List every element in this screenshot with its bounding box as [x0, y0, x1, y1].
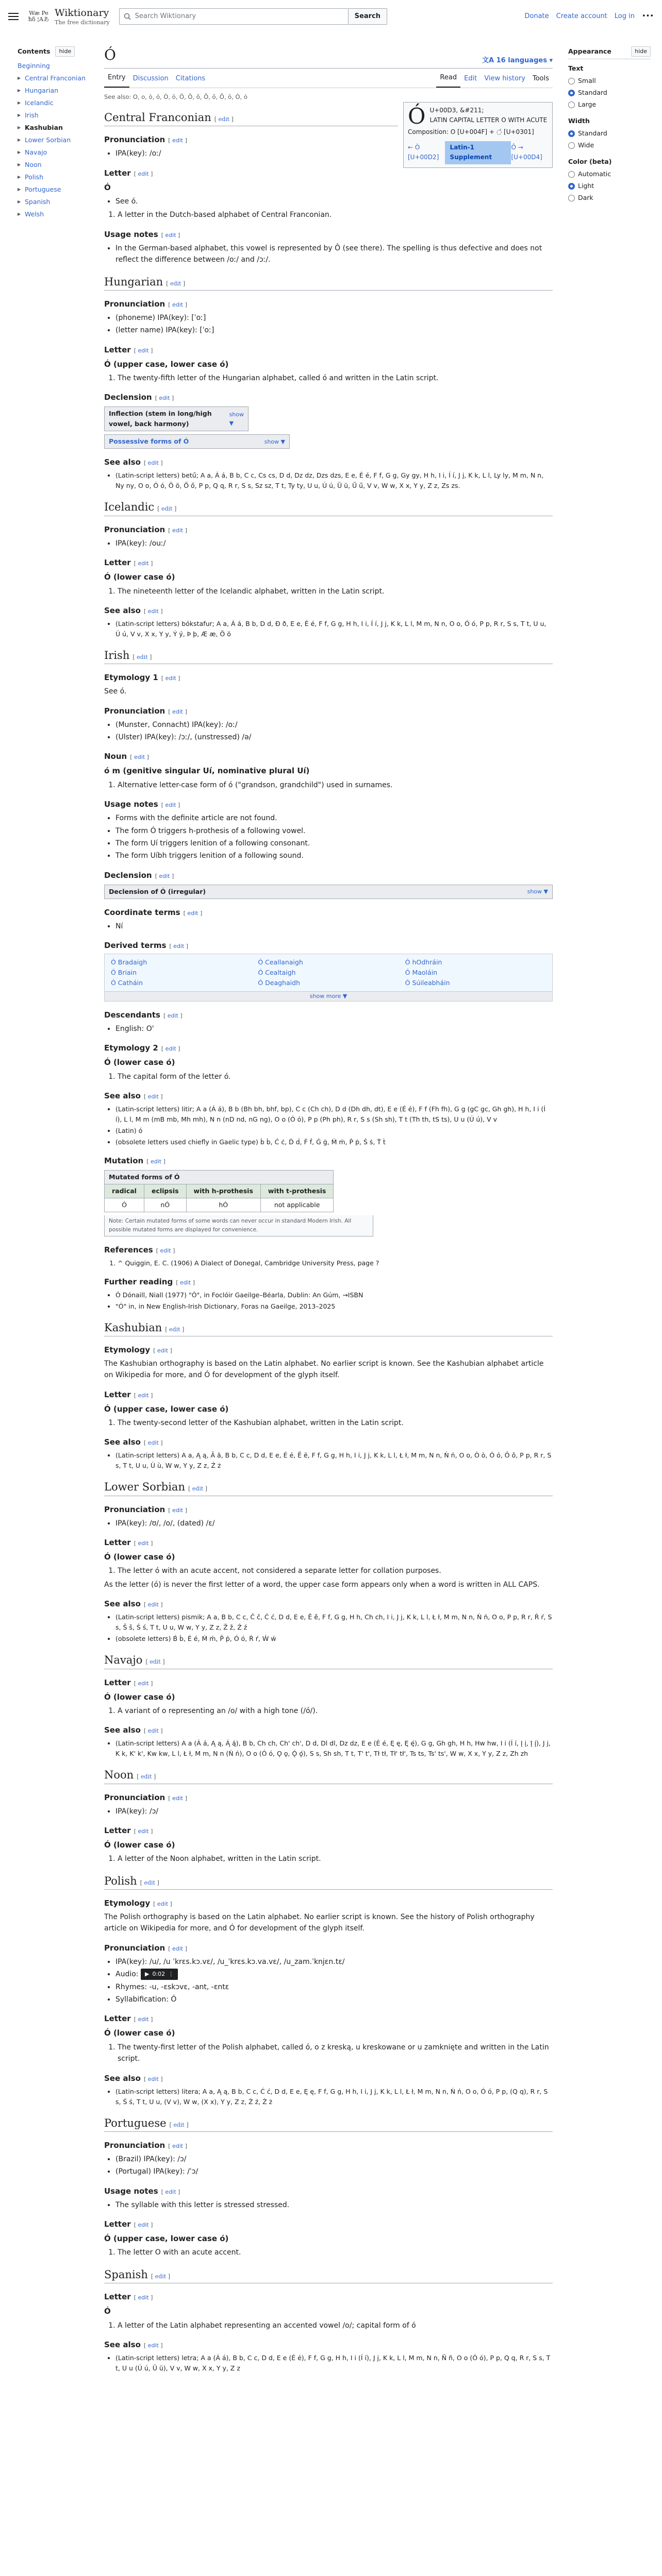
edit-link[interactable]: edit — [155, 2273, 167, 2280]
radio-label: Dark — [578, 194, 593, 201]
list-item: • (letter name) IPA(key): [ˈoː] — [115, 325, 553, 336]
color-light-radio[interactable] — [568, 181, 651, 191]
headword: Ó (upper case, lower case ó) — [104, 359, 229, 369]
edit-link[interactable]: edit — [138, 2294, 149, 2301]
language-heading: Noon — [104, 1769, 134, 1782]
section-heading: Etymology 1 — [104, 673, 158, 683]
list-item: • (obsolete letters used chiefly in Gaelic type) ḃ ḃ, Ċ ċ, Ḋ ḋ, Ḟ ḟ, Ġ ġ, Ṁ ṁ, Ṗ ṗ, Ṡ ṡ, Ṫ ṫ — [115, 1137, 553, 1147]
list-item: • English: O' — [115, 1023, 553, 1035]
definition: 1. The twenty-second letter of the Kashubian alphabet, written in the Latin script. — [118, 1417, 553, 1429]
search-button[interactable]: Search — [349, 8, 387, 25]
derived-term[interactable]: Ó Deaghaidh — [258, 979, 300, 987]
derived-terms-box — [104, 954, 553, 992]
section-heading: See also — [104, 457, 141, 467]
section-heading: Pronunciation — [104, 299, 166, 309]
section-heading: Etymology — [104, 1345, 151, 1354]
width-standard-radio[interactable] — [568, 128, 651, 139]
edit-link[interactable]: edit — [165, 802, 176, 809]
list-item: • (Portugal) IPA(key): /ˈɔ/ — [115, 2166, 553, 2177]
language-heading: Lower Sorbian — [104, 1481, 185, 1494]
audio-label: Audio: — [115, 1970, 139, 1979]
edit-link[interactable]: edit — [138, 347, 149, 354]
section-heading: Letter — [104, 2014, 131, 2024]
list-item: • (Ulster) IPA(key): /ɔː/, (unstressed) /ə/ — [115, 732, 553, 743]
chevron-right-icon[interactable]: ▶ — [18, 100, 21, 105]
table-title: Inflection (stem in long/high vowel, back harmony) — [109, 410, 212, 428]
section-heading: References — [104, 1245, 153, 1255]
toc-item[interactable]: Icelandic — [25, 99, 54, 107]
radio-label: Wide — [578, 141, 594, 149]
list-item: • Ní — [115, 921, 553, 932]
tab-citations[interactable]: Citations — [175, 74, 206, 82]
chevron-right-icon[interactable]: ▶ — [18, 211, 21, 216]
tab-discussion[interactable]: Discussion — [133, 74, 169, 82]
toc-item[interactable]: Lower Sorbian — [25, 136, 71, 144]
derived-term[interactable]: Ó Ceallanaigh — [258, 958, 303, 967]
definition: 1. The twenty-fifth letter of the Hungarian alphabet, called ó and written in the Latin script. — [118, 372, 553, 384]
paragraph: The Kashubian orthography is based on the Latin alphabet. No earlier script is known. See the Kashubian alphabet article on Wikipedia for more, and Ó for development of the glyph itself. — [104, 1359, 544, 1380]
section-heading: See also — [104, 1091, 141, 1100]
table-header: radical — [105, 1184, 144, 1198]
list-item: • The form Uí triggers lenition of a following consonant. — [115, 838, 553, 849]
character-code: U+00D3, &#211; — [429, 107, 484, 114]
definition: 1. The nineteenth letter of the Icelandic alphabet, written in the Latin script. — [118, 586, 553, 597]
section-heading: Usage notes — [104, 2186, 158, 2196]
edit-link[interactable]: edit — [138, 1828, 149, 1835]
audio-player[interactable] — [141, 1969, 178, 1980]
edit-link[interactable]: edit — [147, 2342, 159, 2349]
chevron-right-icon[interactable]: ▶ — [18, 187, 21, 192]
radio-label: Standard — [578, 89, 607, 96]
text-small-radio[interactable] — [568, 76, 651, 86]
toc-item[interactable]: Portuguese — [25, 185, 61, 193]
toc-item[interactable]: Welsh — [25, 210, 44, 218]
text-large-radio[interactable] — [568, 99, 651, 110]
mutation-table — [104, 1170, 334, 1212]
appearance-panel — [568, 46, 651, 209]
paragraph: As the letter (ó) is never the first letter of a word, the upper case form appears only when a word is written in ALL CAPS. — [104, 1580, 540, 1589]
search-icon — [124, 13, 131, 20]
edit-link[interactable]: edit — [147, 1601, 159, 1608]
list-item: • "Ó" in, in New English-Irish Dictionary, Foras na Gaeilge, 2013–2025 — [115, 1301, 553, 1312]
tab-edit[interactable]: Edit — [464, 74, 477, 82]
chevron-right-icon[interactable]: ▶ — [18, 75, 21, 80]
list-item: • (Latin-script letters) letra; A a (Á á), B b, C c, D d, E e (É é), F f, G g, H h, I i (Í í), J j, K k, L l, M m, N n, Ñ ñ, O o (Ó ó), P p, Q q, R r, S s, T t, U u (Ú ú, Ü ü), V v, W w, X x, Y y, Z z — [115, 2353, 553, 2374]
list-item: • The form Ó triggers h-prothesis of a following vowel. — [115, 825, 553, 837]
edit-link[interactable]: edit — [180, 1279, 191, 1286]
appearance-title: Appearance — [568, 47, 611, 55]
definition: 1. Alternative letter-case form of ó ("grandson, grandchild") used in surnames. — [118, 779, 553, 791]
donate-link[interactable]: Donate — [524, 12, 549, 20]
edit-link[interactable]: edit — [151, 1158, 162, 1165]
section-heading: See also — [104, 1725, 141, 1735]
edit-link[interactable]: edit — [137, 653, 148, 660]
list-item: • (Latin-script letters) pismik; A a, B b, C c, Č č, Ć ć, D d, E e, Ě ě, F f, G g, H h, Ch ch, I i, J j, K k, L l, Ł ł, M m, N n, Ń ń, O o, P p, R r, Ŕ ŕ, S s, Š š, Ś ś, T t, U u, W w, Y y, Z z, Ž ž, Ź ź — [115, 1612, 553, 1633]
toc-item[interactable]: Polish — [25, 173, 44, 181]
headword: Ó (upper case, lower case ó) — [104, 2234, 229, 2244]
list-item: • IPA(key): /oː/ — [115, 148, 398, 159]
edit-link[interactable]: edit — [173, 943, 185, 950]
declension-table — [104, 885, 553, 899]
table-cell: not applicable — [260, 1198, 333, 1212]
edit-link[interactable]: edit — [157, 1347, 169, 1354]
site-brand[interactable] — [55, 7, 110, 26]
section-heading: Pronunciation — [104, 706, 166, 716]
inflection-table — [104, 406, 249, 431]
derived-term[interactable]: Ó Cealtaigh — [258, 969, 296, 977]
list-item: • Forms with the definite article are not found. — [115, 812, 553, 824]
edit-link[interactable]: edit — [147, 2075, 159, 2082]
headword: Ó — [104, 2307, 111, 2316]
search-input[interactable] — [119, 8, 349, 25]
section-heading: Letter — [104, 2219, 131, 2229]
headword: Ó (lower case ó) — [104, 1840, 175, 1850]
next-character-link[interactable]: Ô → [U+00D4] — [511, 144, 542, 161]
chevron-right-icon[interactable]: ▶ — [18, 199, 21, 204]
list-item: • (Latin) ó — [115, 1126, 553, 1136]
headword: ó m (genitive singular Uí, nominative plural Uí) — [104, 766, 310, 776]
headword: Ó (upper case, lower case ó) — [104, 1404, 229, 1414]
edit-link[interactable]: edit — [138, 1540, 149, 1547]
list-item: • The syllable with this letter is stressed stressed. — [115, 2199, 553, 2211]
edit-link[interactable]: edit — [138, 1680, 149, 1687]
edit-link[interactable]: edit — [172, 1506, 184, 1514]
language-heading: Irish — [104, 649, 130, 662]
edit-link[interactable]: edit — [169, 1326, 180, 1333]
headword: Ó (lower case ó) — [104, 1058, 175, 1067]
section-heading: Letter — [104, 1538, 131, 1548]
radio-label: Large — [578, 100, 597, 108]
derived-term[interactable]: Ó Súileabháin — [405, 979, 450, 987]
edit-link[interactable]: edit — [172, 708, 184, 715]
radio-label: Small — [578, 77, 596, 84]
edit-link[interactable]: edit — [138, 560, 149, 567]
edit-link[interactable]: edit — [138, 170, 149, 177]
headword: Ó (lower case ó) — [104, 1552, 175, 1562]
language-heading: Portuguese — [104, 2116, 167, 2129]
definition: 1. The letter ó with an acute accent, not considered a separate letter for collation purposes. — [118, 1565, 553, 1577]
list-item: • IPA(key): /u/, /u ˈkrɛs.kɔ.vɛ/, /u_ˈkrɛs.kɔ.va.vɛ/, /u_zam.ˈknjɛn.tɛ/ — [115, 1956, 553, 1968]
edit-link[interactable]: edit — [172, 1945, 184, 1952]
edit-link[interactable]: edit — [140, 1773, 152, 1781]
show-toggle[interactable]: show ▼ — [264, 438, 285, 445]
toc-item[interactable]: Hungarian — [25, 87, 59, 94]
list-item — [115, 1969, 553, 1980]
section-heading: Noun — [104, 752, 127, 761]
list-item: • IPA(key): /ʊ/, /o/, (dated) /ɛ/ — [115, 1518, 553, 1529]
derived-term[interactable]: Ó Bradaigh — [111, 958, 147, 967]
color-automatic-radio[interactable] — [568, 169, 651, 179]
search-placeholder: Search Wiktionary — [135, 12, 196, 20]
list-item: • (phoneme) IPA(key): [ˈoː] — [115, 312, 553, 324]
edit-link[interactable]: edit — [160, 1247, 171, 1254]
section-heading: Coordinate terms — [104, 907, 180, 917]
edit-link[interactable]: edit — [138, 1392, 149, 1399]
edit-link[interactable]: edit — [138, 2016, 149, 2023]
section-heading: Letter — [104, 1389, 131, 1399]
language-heading: Central Franconian [ edit ] — [104, 111, 398, 126]
edit-link[interactable]: edit — [147, 460, 159, 467]
see-also-hatnote: See also: O, o, ò, ó, Ò, ö, Ö, Ǒ, ǒ, Ō, ō, Ŏ, ŏ, Ȯ, ȯ — [104, 93, 247, 100]
language-heading: Kashubian — [104, 1321, 162, 1334]
text-size-label: Text — [568, 64, 584, 72]
edit-link[interactable]: edit — [172, 137, 184, 144]
list-item: • IPA(key): /ɔ/ — [115, 1806, 553, 1817]
more-options-icon[interactable]: ⋮ — [168, 1971, 174, 1978]
audio-duration: 0:02 — [152, 1971, 166, 1978]
section-heading: Letter — [104, 2292, 131, 2302]
chevron-right-icon[interactable]: ▶ — [18, 88, 21, 93]
table-title: Mutated forms of Ó — [104, 1170, 334, 1184]
tab-tools[interactable]: Tools — [532, 74, 549, 82]
section-heading: Descendants — [104, 1010, 160, 1020]
edit-link[interactable]: edit — [218, 115, 230, 123]
heading-text: Central Franconian — [104, 111, 211, 124]
edit-link[interactable]: edit — [165, 2188, 176, 2195]
edit-link[interactable]: edit — [165, 1045, 176, 1053]
toc-item[interactable]: Irish — [25, 111, 39, 119]
mutation-note: Note: Certain mutated forms of some words can never occur in standard Modern Irish. All possible mutated forms are displayed for convenience. — [104, 1215, 373, 1236]
toc-item-active[interactable]: Kashubian — [25, 124, 63, 131]
site-tagline: The free dictionary — [55, 19, 110, 26]
list-item: • Syllabification: Ó — [115, 1994, 553, 2005]
table-cell: Ó — [105, 1198, 144, 1212]
text-standard-radio[interactable] — [568, 88, 651, 98]
edit-link[interactable]: edit — [147, 1727, 159, 1735]
list-item: • (Latin-script letters) litir; A a (Á á), B b (Bh bh, bhf, bp), C c (Ch ch), D d (Dh dh, dt), E e (É é), F f (Fh fh), G g (gC gc, Gh gh), H h, I i (Í í), L l, M m (mB mb, Mh mh), N n (nD nd, nG ng), O o (Ó ó), P p (Ph ph), R r, S s (Sh sh), T t (Th th, tS ts), U u (Ú ú), V v — [115, 1104, 553, 1125]
section-heading: Pronunciation — [104, 1792, 166, 1802]
list-item: • Ó Dónaill, Niall (1977) "Ó", in Foclóir Gaeilge–Béarla, Dublin: An Gúm, →ISBN — [115, 1290, 553, 1300]
unicode-block-link[interactable]: Latin-1 Supplement — [445, 141, 511, 164]
section-heading: Pronunciation — [104, 524, 166, 534]
edit-link[interactable]: edit — [144, 1879, 155, 1886]
language-heading: Hungarian — [104, 275, 163, 288]
table-header: with h-prothesis — [186, 1184, 260, 1198]
show-toggle[interactable]: show ▼ — [527, 888, 548, 895]
chevron-right-icon[interactable]: ▶ — [18, 112, 21, 117]
wiktionary-logo[interactable]: Wæ Pe ħδ ¦Аあ — [28, 9, 49, 23]
more-options-icon[interactable]: ••• — [641, 12, 654, 20]
page-title: Ó — [104, 46, 553, 69]
edit-link[interactable]: edit — [147, 1439, 159, 1447]
chevron-right-icon[interactable]: ▶ — [18, 137, 21, 142]
edit-link[interactable]: edit — [172, 301, 184, 308]
derived-term[interactable]: Ó Maoláin — [405, 969, 438, 977]
radio-label: Light — [578, 182, 594, 190]
list-item: • (Latin-script letters) A a (Á á, Ą ą, Ą́ ą́), B b, Ch ch, Ch' ch', D d, Dl dl, Dz dz, E e (É é, Ę ę, Ę́ ę́), G g, Gh gh, H h, Hw hw, I i (Í í, Į į, Į́ į́), J j, K k, K' k', Kw kw, L l, Ł ł, M m, N n (Ń ń), O o (Ó ó, Ǫ ǫ, Ǫ́ ǫ́), S s, Sh sh, T t, T' t', Tł tł, Tł' tł', Ts ts, Ts' ts', W w, X x, Y y, Z z, Zh zh — [115, 1738, 553, 1759]
section-heading: Etymology — [104, 1899, 151, 1908]
language-heading: Navajo — [104, 1654, 143, 1667]
width-label: Width — [568, 117, 590, 125]
edit-link[interactable]: edit — [187, 909, 198, 917]
list-item: • (Latin-script letters) A a, Ą ą, Ã ã, B b, C c, D d, E e, É é, Ë ë, F f, G g, H h, I i, J j, K k, L l, Ł ł, M m, N n, Ń ń, O o, Ò ò, Ó ó, Ô ô, P p, R r, S s, T t, U u, Ù ù, W w, Y y, Z z, Ż ż — [115, 1450, 553, 1471]
language-heading: Icelandic — [104, 501, 155, 514]
list-item: • (Latin-script letters) betű; A a, Á á, B b, C c, Cs cs, D d, Dz dz, Dzs dzs, E e, É é, F f, G g, Gy gy, H h, I i, Í í, J j, K k, L l, Ly ly, M m, N n, Ny ny, O o, Ó ó, Ö ö, Ő ő, P p, Q q, R r, S s, Sz sz, T t, Ty ty, U u, Ú ú, Ü ü, Ű ű, V v, W w, X x, Y y, Z z, Zs zs. — [115, 470, 553, 491]
section-heading: Declension — [104, 870, 152, 880]
edit-link[interactable]: edit — [147, 607, 159, 615]
section-heading: See also — [104, 1437, 141, 1447]
chevron-right-icon[interactable]: ▶ — [18, 125, 21, 130]
definition: 1. The letter O with an acute accent. — [118, 2247, 553, 2258]
list-item: • (Latin-script letters) bókstafur; A a, Á á, B b, D d, Ð ð, E e, É é, F f, G g, H h, I i, Í í, J j, K k, L l, M m, N n, O o, Ó ó, P p, R r, S s, T t, U u, Ú ú, V v, X x, Y y, Ý ý, Þ þ, Æ æ, Ö ö — [115, 619, 553, 639]
edit-link[interactable]: edit — [150, 1658, 161, 1666]
character-composition: Composition: O [U+004F] + ◌́ [U+0301] — [408, 128, 534, 135]
headword: Ó (lower case ó) — [104, 2028, 175, 2038]
edit-link[interactable]: edit — [192, 1485, 204, 1493]
section-heading: Further reading — [104, 1277, 173, 1286]
section-heading: Usage notes — [104, 229, 158, 239]
table-title: Possessive forms of Ó — [109, 437, 189, 446]
tab-view-history[interactable]: View history — [484, 74, 525, 82]
list-item: • In the German-based alphabet, this vowel is represented by Ô (see there). The spelling is thus defective and does not reflect the difference between /oː/ and /ɔː/. — [115, 243, 553, 266]
radio-label: Standard — [578, 129, 607, 137]
language-heading: Spanish — [104, 2268, 148, 2281]
definition: 1. A letter in the Dutch-based alphabet of Central Franconian. — [118, 209, 398, 221]
show-more-button[interactable]: show more ▼ — [104, 992, 553, 1002]
toc-item[interactable]: Noon — [25, 161, 42, 168]
definition: 1. A letter of the Noon alphabet, written in the Latin script. — [118, 1853, 553, 1865]
edit-link[interactable]: edit — [159, 872, 170, 879]
toc-item[interactable]: Central Franconian — [25, 74, 86, 82]
headword: Ó — [104, 182, 111, 192]
language-heading: Polish — [104, 1874, 137, 1887]
list-item: • (Latin-script letters) litera; A a, Ą ą, B b, C c, Ć ć, D d, E e, Ę ę, F f, G g, H h, I i, J j, K k, L l, Ł ł, M m, N n, Ń ń, O o, Ó ó, P p, (Q q), R r, S s, Ś ś, T t, U u, (V v), W w, (X x), Y y, Z z, Ź ź, Ż ż — [115, 2087, 553, 2107]
page-tabs — [104, 72, 553, 88]
radio-label: Automatic — [578, 170, 611, 178]
headword: Ó (lower case ó) — [104, 1692, 175, 1702]
table-cell: hÓ — [186, 1198, 260, 1212]
edit-link[interactable]: edit — [165, 231, 176, 239]
list-item: • (obsolete letters) B́ b́, É é, Ḿ ḿ, P̌ ṕ, Ó ó, Ŕ ŕ, Ẃ ẃ — [115, 1634, 553, 1644]
section-heading: Letter — [104, 168, 131, 178]
section-heading: See also — [104, 1599, 141, 1609]
table-header: eclipsis — [144, 1184, 186, 1198]
edit-link[interactable]: edit — [173, 2121, 185, 2128]
character-glyph: Ó — [408, 104, 426, 129]
character-name: LATIN CAPITAL LETTER O WITH ACUTE — [429, 116, 548, 124]
reference: 1. ^ Quiggin, E. C. (1906) A Dialect of Donegal, Cambridge University Press, page ? — [118, 1258, 553, 1268]
derived-term[interactable]: Ó Briain — [111, 969, 137, 977]
main-content: Ó 文A 16 languages ▾ Entry Discussion Citations Read Edit View history Tools See also: O, o, ò, ó, Ò, ö, Ö, Ǒ, ǒ, Ō, ō, Ŏ, ŏ, Ȯ, ȯ Ó U+00D3, &#211; LATIN CAPITAL LETTER O WITH ACUTE Composition: O [U+004F] + ◌́ [U+0301] ← Ò [U+00D2] Latin-1 Supplement Ô → [U+00D4] Central Franconian [ edit ] Pronunciation [ edit ] • IPA(key): /oː/ Letter [ edit ] Ó • See ó. 1. A letter in the Dutch-based alphabet of Central Franconian. Usage notes [ edit ] • In the German-based alphabet, this vowel is represented by Ô (see there). The spelling is thus defective and does not reflect the difference between /oː/ and /ɔː/. Hungarian [ edit ] Pronunciation [ edit ] • (phoneme) IPA(key): [ˈoː] • (letter name) IPA(key): [ˈoː] Letter [ edit ] Ó (upper case, lower case ó) 1. The twenty-fifth letter of the Hungarian alphabet, called ó and written in the Latin script. Declension [ edit ] Inflection (stem in long/high vowel, back harmony) show ▼ Possessive forms of Ó show ▼ See also [ edit ] • (Latin-script letters) betű; A a, Á á, B b, C c, Cs cs, D d, Dz dz, Dzs dzs, E e, É é, F f, G g, Gy gy, H h, I i, Í í, J j, K k, L l, Ly ly, M m, N n, Ny ny, O o, Ó ó, Ö ö, Ő ő, P p, Q q, R r, S s, Sz sz, T t, Ty ty, U u, Ú ú, Ü ü, Ű ű, V v, W w, X x, Y y, Z z, Zs zs. Icelandic [ edit ] Pronunciation [ edit ] • IPA(key): /ouː/ Letter [ edit ] Ó (lower case ó) 1. The nineteenth letter of the Icelandic alphabet, written in the Latin script. See also [ edit ] • (Latin-script letters) bókstafur; A a, Á á, B b, D d, Ð ð, E e, É é, F f, G g, H h, I i, Í í, J j, K k, L l, M m, N n, O o, Ó ó, P p, R r, S s, T t, U u, Ú ú, V v, X x, Y y, Ý ý, Þ þ, Æ æ, Ö ö Irish [ edit ] Etymology 1 [ edit ] See ó. Pronunciation [ edit ] • (Munster, Connacht) IPA(key): /oː/ • (Ulster) IPA(key): /ɔː/, (unstressed) /ə/ Noun [ edit ] ó m (genitive singular Uí, nominative plural Uí) 1. Alternative letter-case form of ó ("grandson, grandchild") used in surnames. Usage notes [ edit ] • Forms with the definite article are not found. • The form Ó triggers h-prothesis of a following vowel. • The form Uí triggers lenition of a following consonant. • The form Uíbh triggers lenition of a following sound. Declension [ edit ] Declension of Ó (irregular) show ▼ Coordinate terms [ edit ] • Ní Derived terms [ edit ] Ó Bradaigh Ó Briain Ó Catháin Ó Ceallanaigh Ó Cealtaigh Ó Deaghaidh Ó hOdhráin Ó Maoláin Ó Súileabháin show more ▼ Descendants [ edit ] • English: O' Etymology 2 [ edit ] Ó (lower case ó) 1. The capital form of the letter ó. See also [ edit ] • (Latin-script letters) litir; A a (Á á), B b (Bh bh, bhf, bp), C c (Ch ch), D d (Dh dh, dt), E e (É é), F f (Fh fh), G g (gC gc, Gh gh), H h, I i (Í í), L l, M m (mB mb, Mh mh), N n (nD nd, nG ng), O o (Ó ó), P p (Ph ph), R r, S s (Sh sh), T t (Th th, tS ts), U u (Ú ú), V v • (Latin) ó • (obsolete letters used chiefly in Gaelic type) ḃ ḃ, Ċ ċ, Ḋ ḋ, Ḟ ḟ, Ġ ġ, Ṁ ṁ, Ṗ ṗ, Ṡ ṡ, Ṫ ṫ Mutation [ edit ] Mutated forms of Ó radical eclipsis with h-prothesis with t-prothesis Ó nÓ hÓ not applicable Note: Certain mutated forms of some words can never occur in standard Modern Irish. All possible mutated forms are displayed for convenience. References [ edit ] 1. ^ Quiggin, E. C. (1906) A Dialect of Donegal, Cambridge University Press, page ? Further reading [ edit ] • Ó Dónaill, Niall (1977) "Ó", in Foclóir Gaeilge–Béarla, Dublin: An Gúm, →ISBN • "Ó" in, in New English-Irish Dictionary, Foras na Gaeilge, 2013–2025 Kashubian [ edit ] Etymology [ edit ] The Kashubian orthography is based on the Latin alphabet. No earlier script is known. See the Kashubian alphabet article on Wikipedia for more, and Ó for development of the glyph itself. Letter [ edit ] Ó (upper case, lower case ó) 1. The twenty-second letter of the Kashubian alphabet, written in the Latin script. See also [ edit ] • (Latin-script letters) A a, Ą ą, Ã ã, B b, C c, D d, E e, É é, Ë ë, F f, G g, H h, I i, J j, K k, L l, Ł ł, M m, N n, Ń ń, O o, Ò ò, Ó ó, Ô ô, P p, R r, S s, T t, U u, Ù ù, W w, Y y, Z z, Ż ż Lower Sorbian [ edit ] Pronunciation [ edit ] • IPA(key): /ʊ/, /o/, (dated) /ɛ/ Letter [ edit ] Ó (lower case ó) 1. The letter ó with an acute accent, not considered a separate letter for collation purposes. As the letter (ó) is never the first letter of a word, the upper case form appears only when a word is written in ALL CAPS. See also [ edit ] • (Latin-script letters) pismik; A a, B b, C c, Č č, Ć ć, D d, E e, Ě ě, F f, G g, H h, Ch ch, I i, J j, K k, L l, Ł ł, M m, N n, Ń ń, O o, P p, R r, Ŕ ŕ, S s, Š š, Ś ś, T t, U u, W w, Y y, Z z, Ž ž, Ź ź • (obsolete letters) B́ b́, É é, Ḿ ḿ, P̌ ṕ, Ó ó, Ŕ ŕ, Ẃ ẃ Navajo [ edit ] Letter [ edit ] Ó (lower case ó) 1. A variant of o representing an /o/ with a high tone (/ó/). See also [ edit ] • (Latin-script letters) A a (Á á, Ą ą, Ą́ ą́), B b, Ch ch, Ch' ch', D d, Dl dl, Dz dz, E e (É é, Ę ę, Ę́ ę́), G g, Gh gh, H h, Hw hw, I i (Í í, Į į, Į́ į́), J j, K k, K' k', Kw kw, L l, Ł ł, M m, N n (Ń ń), O o (Ó ó, Ǫ ǫ, Ǫ́ ǫ́), S s, Sh sh, T t, T' t', Tł tł, Tł' tł', Ts ts, Ts' ts', W w, X x, Y y, Z z, Zh zh Noon [ edit ] Pronunciation [ edit ] • IPA(key): /ɔ/ Letter [ edit ] Ó (lower case ó) 1. A letter of the Noon alphabet, written in the Latin script. Polish [ edit ] Etymology [ edit ] The Polish orthography is based on the Latin alphabet. No earlier script is known. See the history of Polish orthography article on Wikipedia for more, and Ó for development of the glyph itself. Pronunciation [ edit ] • IPA(key): /u/, /u ˈkrɛs.kɔ.vɛ/, /u_ˈkrɛs.kɔ.va.vɛ/, /u_zam.ˈknjɛn.tɛ/ • Audio: ▶ 0:02 ⋮ • Rhymes: -u, -ɛskɔvɛ, -ant, -ɛntɛ • Syllabification: Ó Letter [ edit ] Ó (lower case ó) 1. The twenty-first letter of the Polish alphabet, called ó, o z kreską, u kreskowane or u zamknięte and written in the Latin script. See also [ edit ] • (Latin-script letters) litera; A a, Ą ą, B b, C c, Ć ć, D d, E e, Ę ę, F f, G g, H h, I i, J j, K k, L l, Ł ł, M m, N n, Ń ń, O o, Ó ó, P p, (Q q), R r, S s, Ś ś, T t, U u, (V v), W w, (X x), Y y, Z z, Ź ź, Ż ż Portuguese [ edit ] Pronunciation [ edit ] • (Brazil) IPA(key): /ɔ/ • (Portugal) IPA(key): /ˈɔ/ Usage notes [ edit ] • The syllable with this letter is stressed stressed. Letter [ edit ] Ó (upper case, lower case ó) 1. The letter O with an acute accent. Spanish [ edit ] Letter [ edit ] Ó 1. A letter of the Latin alphabet representing an accented vowel /o/; capital form of ó See also [ edit ] • (Latin-script letters) letra; A a (Á á), B b, C c, D d, E e (É é), F f, G g, H h, I i (Í í), J j, K k, L l, M m, N n, Ñ ñ, O o (Ó ó), P p, Q q, R r, S s, T t, U u (Ú ú, Ü ü), V v, W w, X x, Y y, Z z — [104, 46, 553, 2376]
play-icon[interactable]: ▶ — [144, 1971, 150, 1978]
section-heading: See also — [104, 605, 141, 615]
toc-title: Contents — [18, 47, 51, 55]
edit-link[interactable]: edit — [157, 1901, 169, 1908]
color-label: Color (beta) — [568, 158, 612, 165]
definition: 1. The capital form of the letter ó. — [118, 1071, 553, 1082]
character-info-box — [403, 102, 553, 168]
headword: Ó (lower case ó) — [104, 572, 175, 582]
edit-link[interactable]: edit — [170, 280, 181, 287]
possessive-table — [104, 434, 290, 449]
table-of-contents — [18, 46, 90, 221]
section-heading: Letter — [104, 1826, 131, 1835]
appearance-hide-button[interactable]: hide — [631, 46, 651, 57]
section-heading: Pronunciation — [104, 135, 166, 145]
section-heading: Letter — [104, 1677, 131, 1687]
paragraph: The Polish orthography is based on the Latin alphabet. No earlier script is known. See the history of Polish orthography article on Wikipedia for more, and Ó for development of the glyph itself. — [104, 1913, 535, 1933]
edit-link[interactable]: edit — [147, 1093, 159, 1100]
user-links — [524, 11, 654, 22]
toc-hide-button[interactable]: hide — [55, 46, 75, 57]
login-link[interactable]: Log in — [614, 12, 635, 20]
toc-item[interactable]: Navajo — [25, 148, 47, 156]
list-item: • (Brazil) IPA(key): /ɔ/ — [115, 2154, 553, 2165]
section-heading: Pronunciation — [104, 1943, 166, 1953]
derived-term[interactable]: Ó hOdhráin — [405, 958, 442, 967]
chevron-right-icon[interactable]: ▶ — [18, 149, 21, 155]
edit-link[interactable]: edit — [172, 527, 184, 534]
site-header — [0, 0, 662, 33]
list-item: • (Munster, Connacht) IPA(key): /oː/ — [115, 719, 553, 731]
tab-read[interactable]: Read — [436, 73, 460, 88]
edit-link[interactable]: edit — [165, 675, 176, 682]
tab-entry[interactable]: Entry — [104, 73, 129, 88]
show-toggle[interactable]: show ▼ — [229, 411, 244, 427]
definition: 1. A variant of o representing an /o/ with a high tone (/ó/). — [118, 1705, 553, 1717]
color-dark-radio[interactable] — [568, 193, 651, 203]
language-count: 16 languages — [496, 57, 547, 64]
section-heading: Mutation — [104, 1156, 144, 1165]
section-heading: Etymology 2 — [104, 1043, 158, 1053]
section-heading: Letter — [104, 345, 131, 354]
edit-link[interactable]: edit — [161, 505, 173, 513]
section-heading: Pronunciation — [104, 1504, 166, 1514]
chevron-right-icon[interactable]: ▶ — [18, 174, 21, 179]
section-heading: Letter — [104, 558, 131, 568]
definition: 1. A letter of the Latin alphabet representing an accented vowel /o/; capital form of ó — [118, 2320, 553, 2331]
chevron-right-icon[interactable]: ▶ — [18, 162, 21, 167]
edit-link[interactable]: edit — [134, 754, 145, 761]
language-selector[interactable]: 文A 16 languages ▾ — [482, 57, 553, 64]
section-heading: See also — [104, 2073, 141, 2083]
create-account-link[interactable]: Create account — [556, 12, 607, 20]
toc-item[interactable]: Beginning — [18, 62, 50, 70]
edit-link[interactable]: edit — [172, 1794, 184, 1802]
edit-link[interactable]: edit — [167, 1012, 178, 1019]
section-heading: Derived terms — [104, 941, 167, 951]
site-title: Wiktionary — [55, 7, 109, 19]
list-item: • IPA(key): /ouː/ — [115, 538, 553, 549]
width-wide-radio[interactable] — [568, 140, 651, 150]
paragraph: See ó. — [104, 687, 127, 696]
definition: 1. The twenty-first letter of the Polish alphabet, called ó, o z kreską, u kreskowane or u zamknięte and written in the Latin script. — [118, 2042, 553, 2065]
table-header: with t-prothesis — [260, 1184, 333, 1198]
list-item: • The form Uíbh triggers lenition of a following sound. — [115, 850, 553, 861]
section-heading: Usage notes — [104, 800, 158, 809]
list-item: • See ó. — [115, 196, 398, 207]
section-heading: Declension — [104, 393, 152, 402]
section-heading: Pronunciation — [104, 2140, 166, 2150]
derived-term[interactable]: Ó Catháin — [111, 979, 143, 987]
list-item: • Rhymes: -u, -ɛskɔvɛ, -ant, -ɛntɛ — [115, 1981, 553, 1993]
toc-item[interactable]: Spanish — [25, 198, 51, 206]
edit-link[interactable]: edit — [138, 2222, 149, 2229]
main-menu-icon[interactable] — [8, 13, 19, 20]
table-title: Declension of Ó (irregular) — [109, 887, 206, 895]
table-cell: nÓ — [144, 1198, 186, 1212]
section-heading: See also — [104, 2340, 141, 2349]
prev-character-link[interactable]: ← Ò [U+00D2] — [408, 144, 439, 161]
edit-link[interactable]: edit — [172, 2142, 184, 2149]
edit-link[interactable]: edit — [159, 395, 170, 402]
